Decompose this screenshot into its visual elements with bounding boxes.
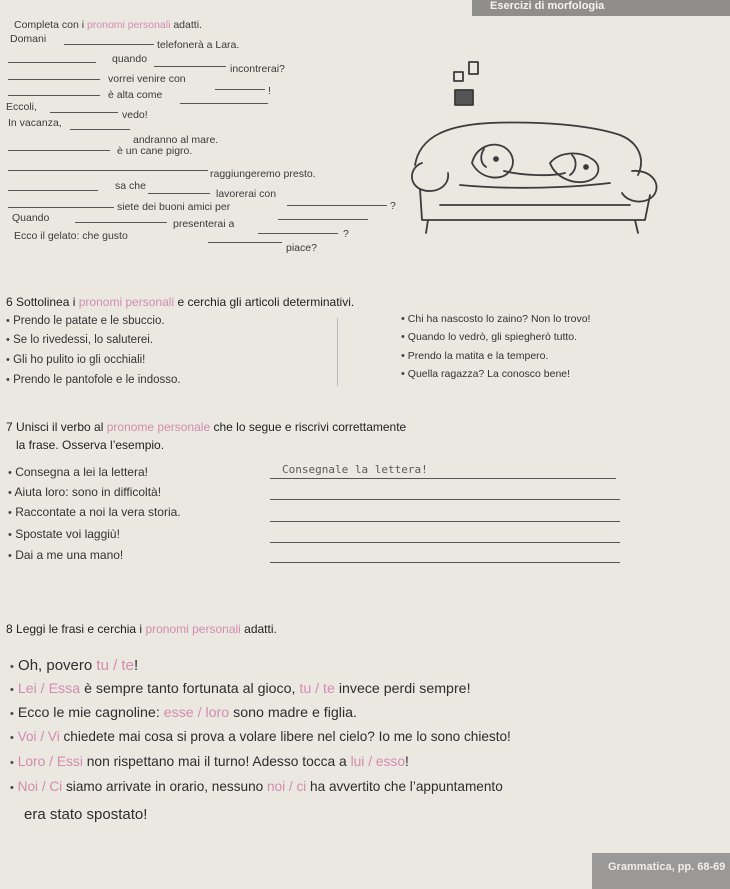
blank-field[interactable]	[148, 193, 210, 194]
ex5-frag: vorrei venire con	[108, 73, 186, 85]
pronoun-choice[interactable]: Noi / Ci	[17, 779, 63, 794]
pronoun-choice[interactable]: lui / esso	[350, 754, 406, 769]
grammar-reference: Grammatica, pp. 68-69	[608, 861, 726, 873]
exercise8-title: 8 Leggi le frasi e cerchia i pronomi personali adatti.	[6, 622, 277, 636]
blank-field[interactable]	[154, 66, 226, 67]
ex5-frag: incontrerai?	[230, 63, 285, 75]
blank-field[interactable]	[208, 242, 282, 243]
section-title: Esercizi di morfologia	[490, 0, 605, 12]
ex6-right-item[interactable]: • Prendo la matita e la tempero.	[401, 350, 549, 362]
ex5-frag: raggiungeremo presto.	[210, 168, 316, 180]
answer-line[interactable]	[270, 562, 620, 563]
frame-icon	[455, 90, 473, 105]
frame-icon	[469, 62, 478, 74]
ex5-frag: Domani	[10, 33, 47, 45]
blank-field[interactable]	[215, 89, 265, 90]
ex8-sentence: • Voi / Vi chiedete mai cosa si prova a volare libere nel cielo? Io me lo sono chiesto!	[10, 729, 511, 744]
pronoun-choice[interactable]: Loro / Essi	[17, 754, 83, 769]
pronoun-choice[interactable]: esse / loro	[163, 705, 230, 721]
blank-field[interactable]	[8, 190, 98, 191]
exercise7-title-line2: la frase. Osserva l’esempio.	[16, 438, 165, 452]
ex5-frag: Eccoli,	[6, 101, 37, 113]
ex5-frag: andranno al mare.	[133, 134, 219, 146]
ex6-left-item[interactable]: • Se lo rivedessi, lo saluterei.	[6, 334, 154, 346]
grammar-reference-tab	[592, 853, 730, 889]
frame-icon	[454, 72, 463, 81]
answer-line[interactable]	[270, 521, 620, 522]
ex5-frag: !	[268, 85, 271, 97]
section-header	[472, 0, 730, 16]
blank-field[interactable]	[8, 62, 96, 63]
pronoun-choice[interactable]: tu / te	[96, 657, 134, 674]
column-divider	[337, 318, 338, 386]
ex5-frag: ?	[390, 200, 396, 212]
ex7-item: • Raccontate a noi la vera storia.	[8, 505, 181, 519]
blank-field[interactable]	[70, 129, 130, 130]
dogs-on-sofa-illustration	[400, 55, 730, 245]
ex8-sentence: • Lei / Essa è sempre tanto fortunata al gioco, tu / te invece perdi sempre!	[10, 681, 471, 697]
blank-field[interactable]	[287, 205, 387, 206]
ex7-item: • Dai a me una mano!	[8, 548, 124, 562]
ex7-item: • Spostate voi laggiù!	[8, 527, 120, 541]
blank-field[interactable]	[278, 219, 368, 220]
ex5-frag: vedo!	[122, 109, 148, 121]
ex5-frag: sa che	[115, 180, 146, 192]
ex7-item: • Consegna a lei la lettera!	[8, 465, 148, 479]
ex5-frag: In vacanza,	[8, 117, 62, 129]
ex6-left-item[interactable]: • Gli ho pulito io gli occhiali!	[6, 354, 146, 366]
blank-field[interactable]	[64, 44, 154, 45]
answer-line[interactable]	[270, 478, 616, 479]
blank-field[interactable]	[8, 170, 208, 171]
ex7-item: • Aiuta loro: sono in difficoltà!	[8, 485, 162, 499]
ex8-sentence: • Ecco le mie cagnoline: esse / loro sono madre e figlia.	[10, 705, 357, 721]
ex8-sentence-continuation: era stato spostato!	[24, 806, 148, 823]
ex7-example-answer: Consegnale la lettera!	[282, 463, 428, 476]
ex6-left-item[interactable]: • Prendo le pantofole e le indosso.	[6, 374, 181, 386]
ex6-right-item[interactable]: • Quella ragazza? La conosco bene!	[401, 368, 571, 380]
exercise7-title: 7 Unisci il verbo al pronome personale che lo segue e riscrivi correttamente	[6, 420, 407, 434]
ex5-frag: presenterai a	[173, 218, 235, 230]
pronoun-choice[interactable]: Voi / Vi	[17, 729, 60, 744]
ex5-frag: telefonerà a Lara.	[157, 39, 240, 51]
answer-line[interactable]	[270, 499, 620, 500]
ex8-sentence: • Oh, povero tu / te!	[10, 657, 139, 674]
answer-line[interactable]	[270, 542, 620, 543]
blank-field[interactable]	[8, 207, 114, 208]
blank-field[interactable]	[8, 95, 100, 96]
ex8-sentence: • Loro / Essi non rispettano mai il turno! Adesso tocca a lui / esso!	[10, 754, 409, 769]
ex5-frag: ?	[343, 228, 349, 240]
blank-field[interactable]	[180, 103, 268, 104]
blank-field[interactable]	[75, 222, 167, 223]
blank-field[interactable]	[50, 112, 118, 113]
blank-field[interactable]	[258, 233, 338, 234]
pronoun-choice[interactable]: Lei / Essa	[17, 681, 81, 697]
ex5-frag: quando	[112, 53, 148, 65]
ex5-frag: siete dei buoni amici per	[117, 201, 231, 213]
ex5-frag: piace?	[286, 242, 317, 254]
blank-field[interactable]	[8, 150, 110, 151]
ex8-sentence: • Noi / Ci siamo arrivate in orario, nessuno noi / ci ha avvertito che l’appuntamento	[10, 779, 503, 794]
ex5-frag: lavorerai con	[216, 188, 277, 200]
ex5-frag: Ecco il gelato: che gusto	[14, 230, 128, 242]
ex5-frag: è un cane pigro.	[117, 145, 193, 157]
pronoun-choice[interactable]: tu / te	[299, 681, 335, 697]
blank-field[interactable]	[8, 79, 100, 80]
exercise6-title: 6 Sottolinea i pronomi personali e cerchia gli articoli determinativi.	[6, 295, 355, 309]
ex6-right-item[interactable]: • Chi ha nascosto lo zaino? Non lo trovo!	[401, 313, 591, 325]
pronoun-choice[interactable]: noi / ci	[266, 779, 307, 794]
ex6-right-item[interactable]: • Quando lo vedrò, gli spiegherò tutto.	[401, 331, 578, 343]
ex5-frag: Quando	[12, 212, 50, 224]
exercise5-instruction: Completa con i pronomi personali adatti.	[14, 19, 202, 31]
ex5-frag: è alta come	[108, 89, 163, 101]
ex6-left-item[interactable]: • Prendo le patate e le sbuccio.	[6, 315, 165, 327]
